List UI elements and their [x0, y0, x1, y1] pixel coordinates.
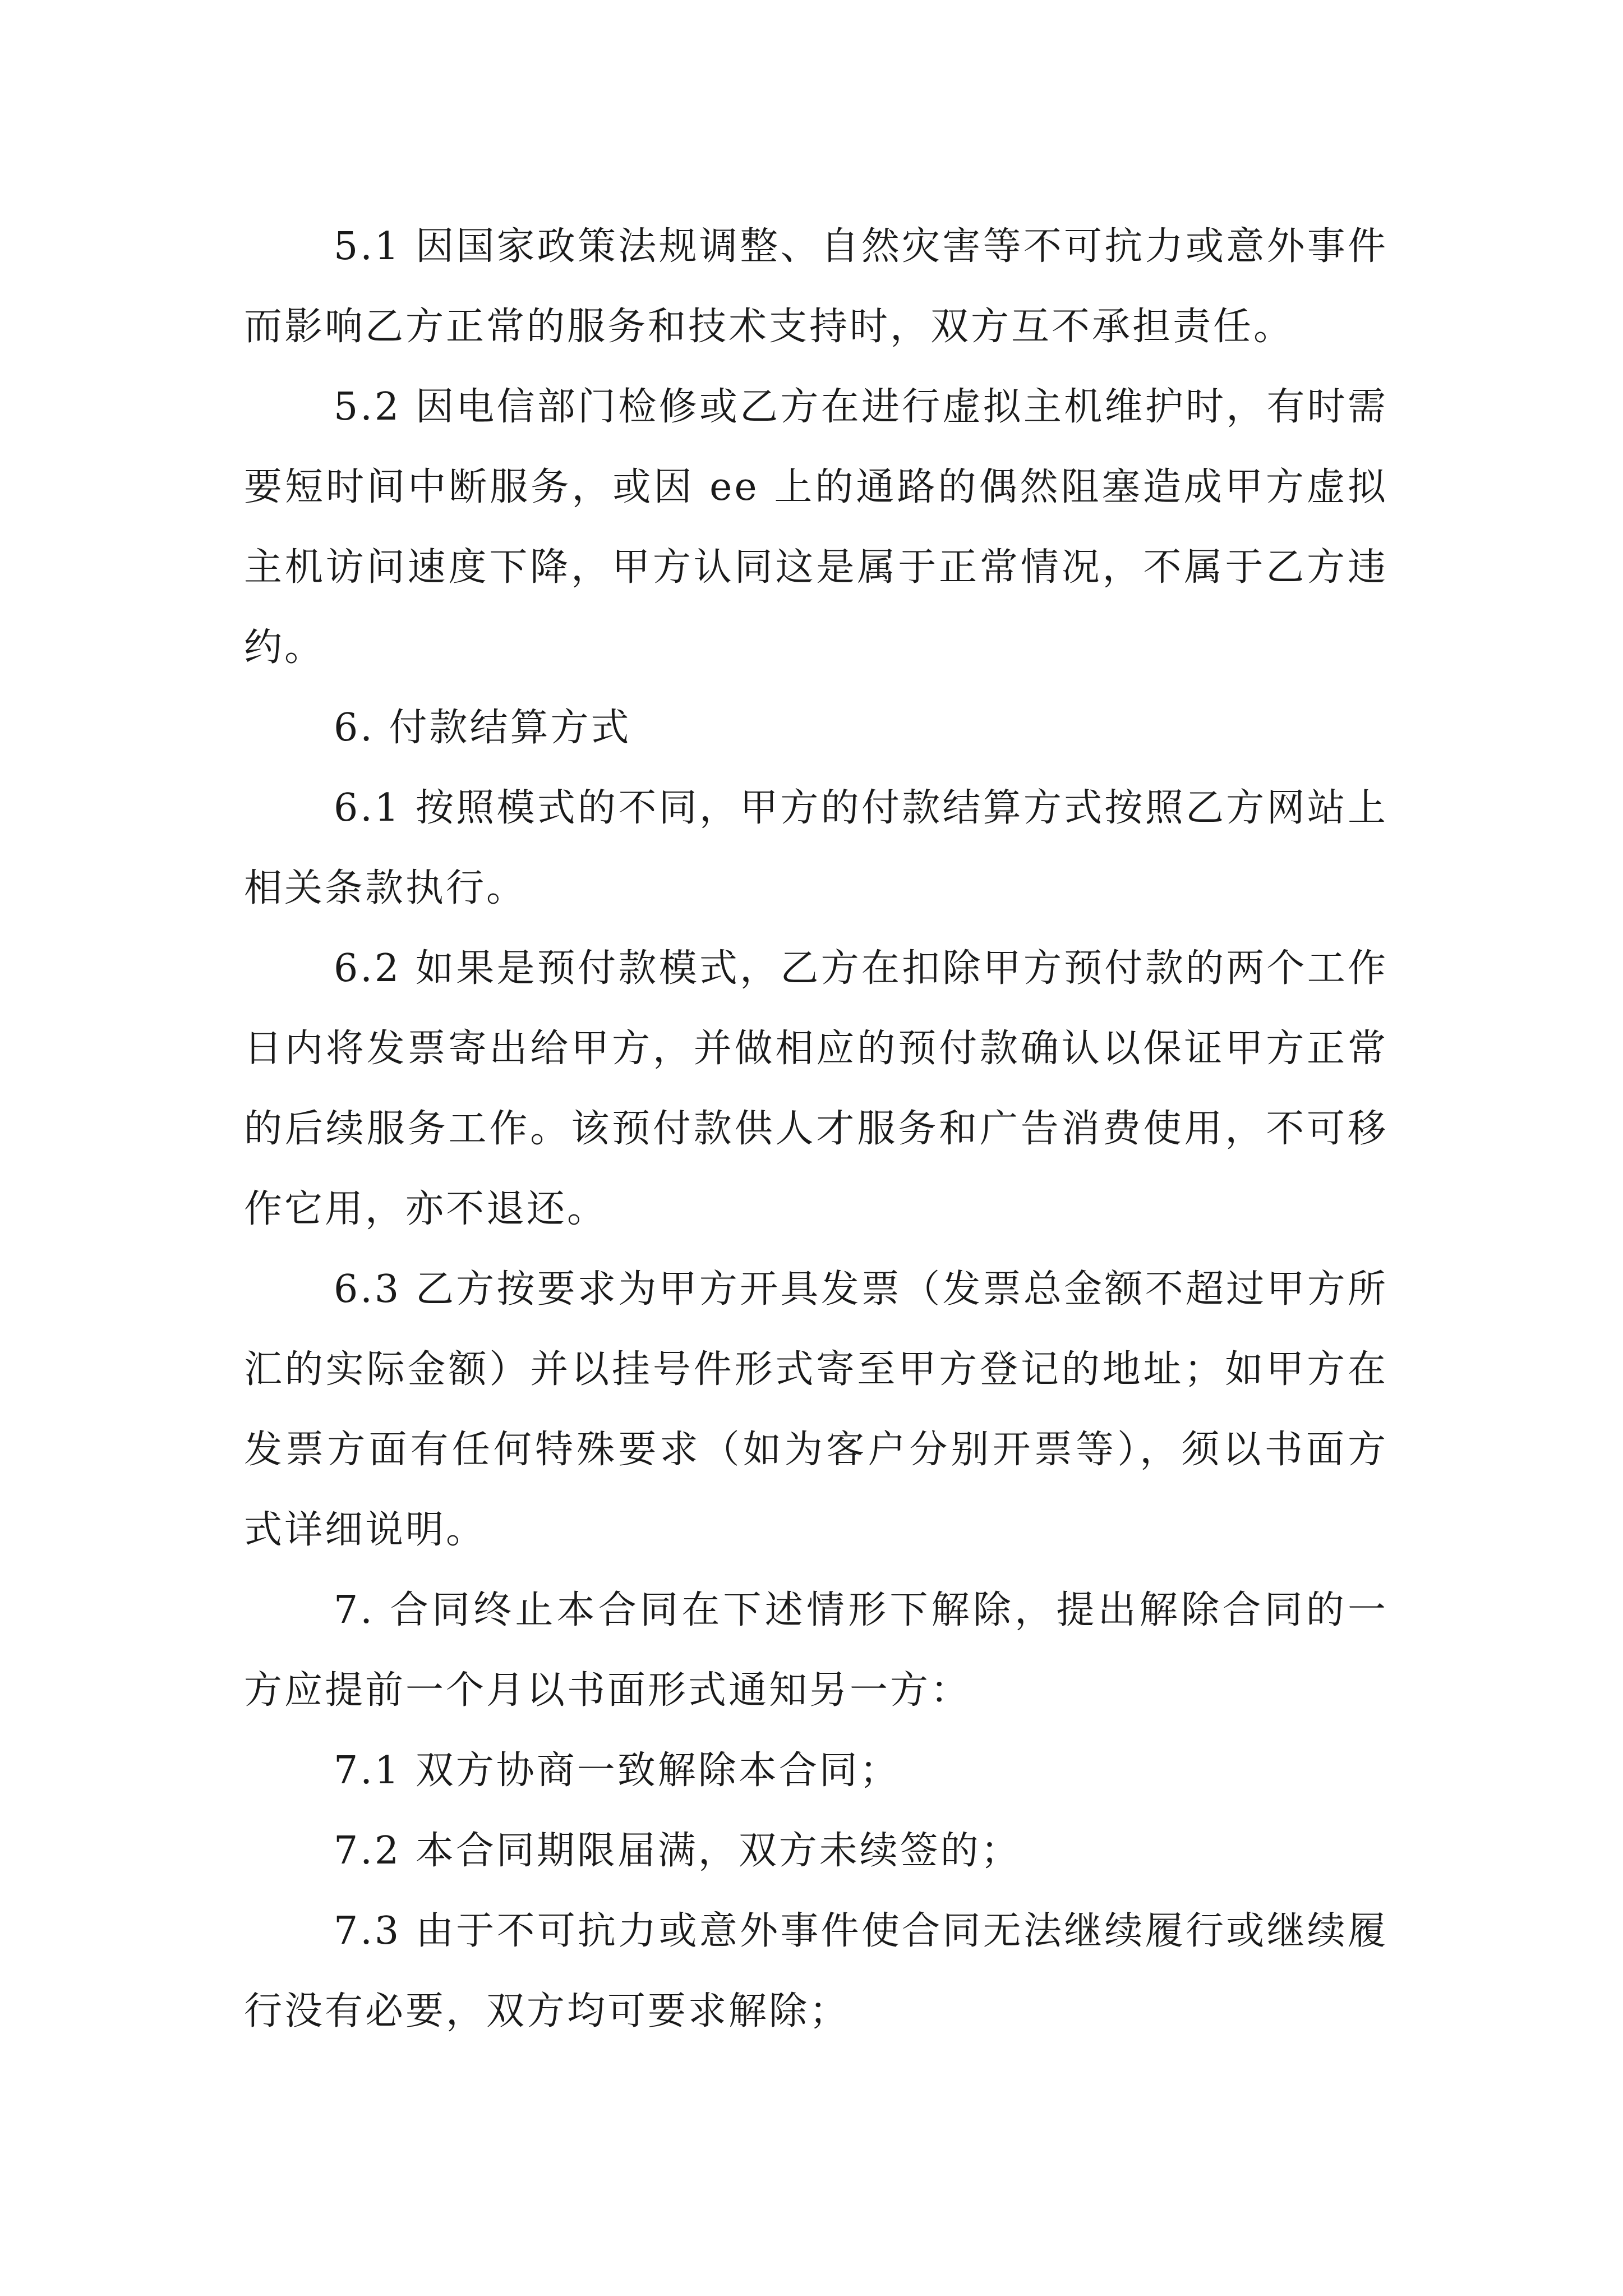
section-6-heading: 6. 付款结算方式	[334, 706, 631, 750]
clause-7-3: 7.3 由于不可抗力或意外事件使合同无法继续履行或继续履行没有必要，双方均可要求解除；	[244, 1909, 1388, 2033]
document-body	[244, 206, 1388, 2051]
section-7-heading: 7. 合同终止本合同在下述情形下解除，提出解除合同的一方应提前一个月以书面形式通知另一方：	[244, 1588, 1388, 1713]
clause-6-3: 6.3 乙方按要求为甲方开具发票（发票总金额不超过甲方所汇的实际金额）并以挂号件形式寄至甲方登记的地址；如甲方在发票方面有任何特殊要求（如为客户分别开票等），须以书面方式详细说明。	[244, 1267, 1388, 1552]
clause-6-2: 6.2 如果是预付款模式，乙方在扣除甲方预付款的两个工作日内将发票寄出给甲方，并做相应的预付款确认以保证甲方正常的后续服务工作。该预付款供人才服务和广告消费使用，不可移作它用，亦不退还。	[244, 946, 1388, 1231]
clause-7-2: 7.2 本合同期限届满，双方未续签的；	[334, 1829, 1021, 1873]
clause-6-1: 6.1 按照模式的不同，甲方的付款结算方式按照乙方网站上相关条款执行。	[244, 786, 1388, 910]
clause-7-1: 7.1 双方协商一致解除本合同；	[334, 1749, 900, 1793]
clause-5-1: 5.1 因国家政策法规调整、自然灾害等不可抗力或意外事件而影响乙方正常的服务和技术支持时，双方互不承担责任。	[244, 224, 1388, 349]
clause-5-2: 5.2 因电信部门检修或乙方在进行虚拟主机维护时，有时需要短时间中断服务，或因 ee 上的通路的偶然阻塞造成甲方虚拟主机访问速度下降，甲方认同这是属于正常情况，不属于乙方违约。	[244, 385, 1388, 670]
